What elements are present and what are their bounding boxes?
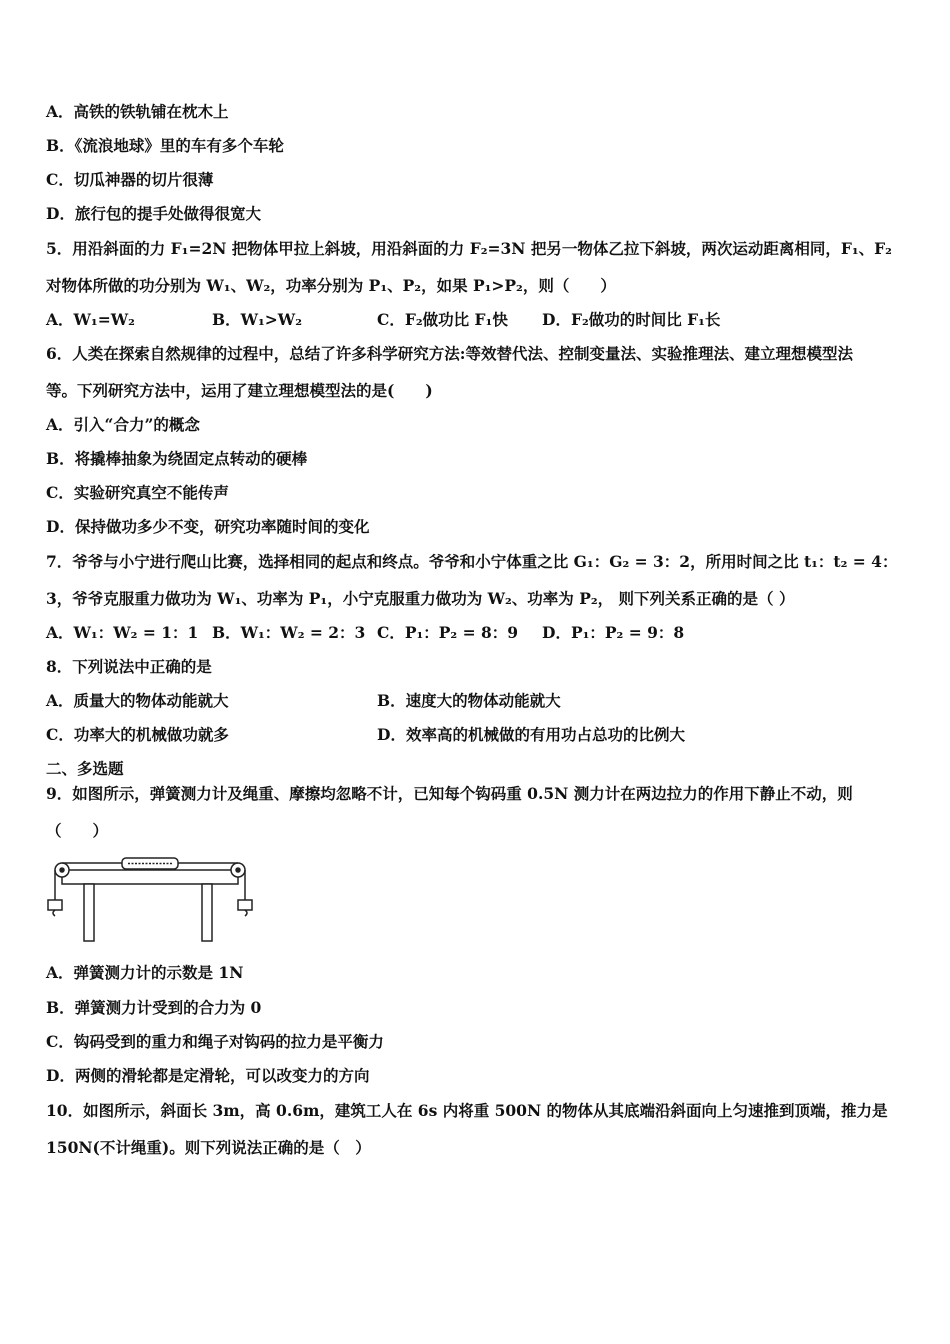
q6-option-a: A．引入“合力”的概念 [46, 415, 200, 434]
q5-option-a: A．W₁=W₂ [46, 310, 135, 329]
q6-option-d: D．保持做功多少不变，研究功率随时间的变化 [46, 517, 370, 536]
q4-option-a: A．高铁的铁轨铺在枕木上 [46, 102, 229, 121]
q4-option-c: C．切瓜神器的切片很薄 [46, 170, 214, 189]
q7-option-d: D．P₁：P₂ = 9：8 [542, 623, 685, 642]
q4-option-b: B．《流浪地球》里的车有多个车轮 [46, 136, 284, 155]
q9-stem-line1: 9．如图所示，弹簧测力计及绳重、摩擦均忽略不计，已知每个钩码重 0.5N 测力计在两边拉力的作用下静止不动，则 [46, 784, 853, 803]
q5-option-b: B．W₁>W₂ [212, 310, 302, 329]
q9-option-a: A．弹簧测力计的示数是 1N [46, 963, 244, 982]
q8-option-c: C．功率大的机械做功就多 [46, 725, 229, 744]
q6-option-b: B．将撬棒抽象为绕固定点转动的硬棒 [46, 449, 308, 468]
q5-stem-line2: 对物体所做的功分别为 W₁、W₂，功率分别为 P₁、P₂，如果 P₁>P₂，则（ ） [46, 276, 616, 295]
q8-option-a: A．质量大的物体动能就大 [46, 691, 229, 710]
q7-option-c: C．P₁：P₂ = 8：9 [377, 623, 519, 642]
q5-option-c: C．F₂做功比 F₁快 [377, 310, 508, 329]
q9-option-b: B．弹簧测力计受到的合力为 0 [46, 998, 262, 1017]
q8-option-d: D．效率高的机械做的有用功占总功的比例大 [377, 725, 685, 744]
q8-stem: 8．下列说法中正确的是 [46, 657, 212, 676]
q9-stem-line2: （ ） [46, 821, 109, 840]
q7-option-b: B．W₁：W₂ = 2：3 [212, 623, 366, 642]
q9-option-c: C．钩码受到的重力和绳子对钩码的拉力是平衡力 [46, 1032, 384, 1051]
q5-option-d: D．F₂做功的时间比 F₁长 [542, 310, 721, 329]
q5-stem-line1: 5．用沿斜面的力 F₁=2N 把物体甲拉上斜坡，用沿斜面的力 F₂=3N 把另一物体乙拉下斜坡，两次运动距离相同，F₁、F₂ [46, 239, 892, 258]
q7-stem-line2: 3，爷爷克服重力做功为 W₁、功率为 P₁，小宁克服重力做功为 W₂、功率为 P₂， 则下列关系正确的是（ ） [46, 589, 795, 608]
q7-option-a: A．W₁：W₂ = 1：1 [46, 623, 199, 642]
q8-option-b: B．速度大的物体动能就大 [377, 691, 561, 710]
q6-stem-line2: 等。下列研究方法中，运用了建立理想模型法的是( ) [46, 381, 433, 400]
q7-stem-line1: 7．爷爷与小宁进行爬山比赛，选择相同的起点和终点。爷爷和小宁体重之比 G₁：G₂ = 3：2，所用时间之比 t₁：t₂ = 4： [46, 552, 898, 571]
q6-option-c: C．实验研究真空不能传声 [46, 483, 229, 502]
q4-option-d: D．旅行包的提手处做得很宽大 [46, 204, 261, 223]
q6-stem-line1: 6．人类在探索自然规律的过程中，总结了许多科学研究方法:等效替代法、控制变量法、实验推理法、建立理想模型法 [46, 344, 854, 363]
spring-scale-pulley-figure [44, 850, 256, 944]
q9-option-d: D．两侧的滑轮都是定滑轮，可以改变力的方向 [46, 1066, 370, 1085]
q10-stem-line1: 10．如图所示，斜面长 3m，高 0.6m，建筑工人在 6s 内将重 500N 的物体从其底端沿斜面向上匀速推到顶端，推力是 [46, 1101, 888, 1120]
section-heading: 二、多选题 [46, 759, 124, 778]
q10-stem-line2: 150N(不计绳重)。则下列说法正确的是（ ） [46, 1138, 371, 1157]
